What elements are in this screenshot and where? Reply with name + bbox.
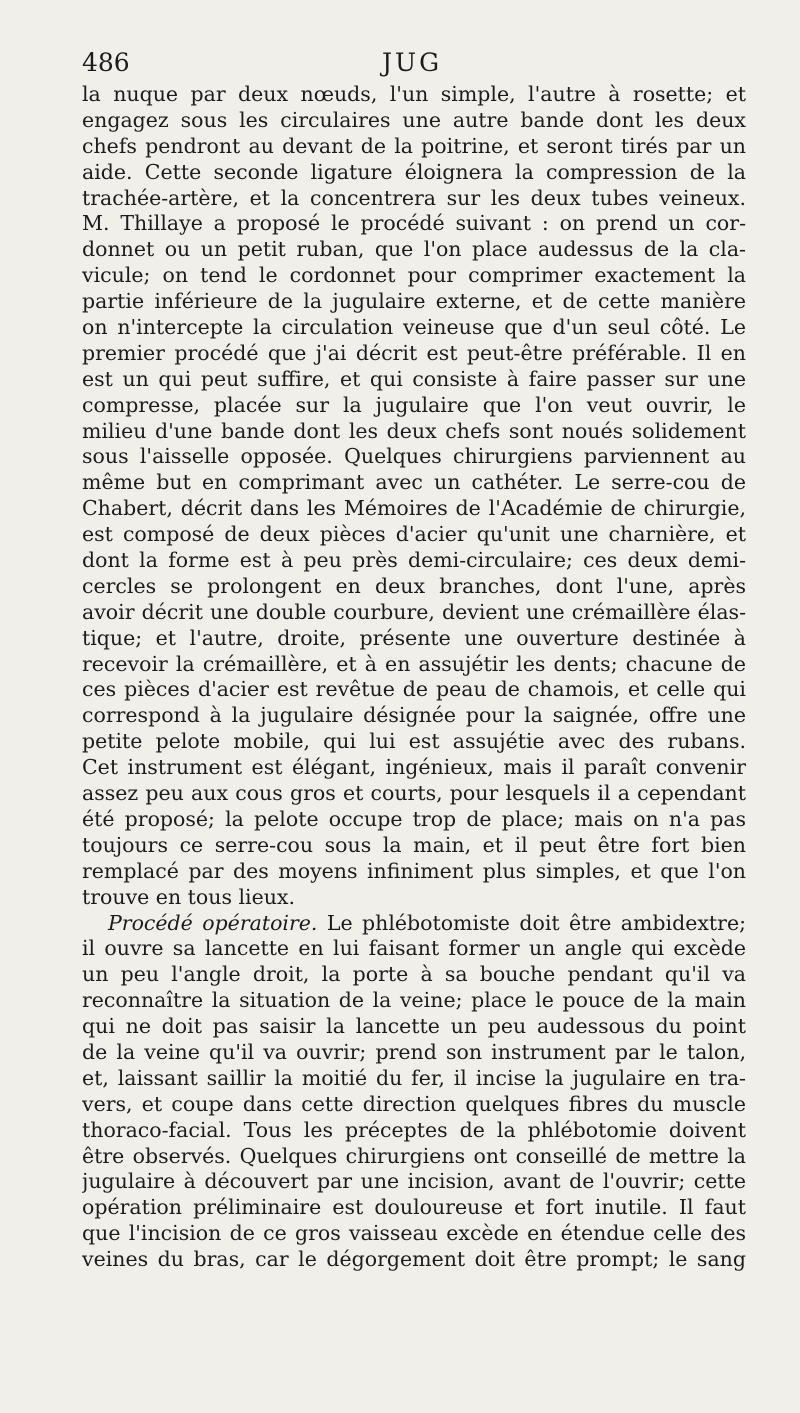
text-line: milieu d'une bande dont les deux chefs sont noués solidement: [82, 418, 746, 443]
text-line: trouve en tous lieux.: [82, 884, 296, 909]
text-line: petite pelote mobile, qui lui est assujétie avec des rubans.: [82, 729, 746, 754]
text-line: jugulaire à découvert par une incision, avant de l'ouvrir; cette: [82, 1169, 746, 1194]
text-line: opération préliminaire est douloureuse et fort inutile. Il faut: [82, 1195, 746, 1220]
text-line: recevoir la crémaillère, et à en assujétir les dents; chacune de: [82, 651, 746, 676]
text-line: [82, 911, 746, 937]
text-line: toujours ce serre-cou sous la main, et il peut être fort bien: [82, 832, 746, 857]
text-line: vicule; on tend le cordonnet pour comprimer exactement la: [82, 263, 746, 288]
text-line: donnet ou un petit ruban, que l'on place audessus de la cla-: [82, 237, 746, 262]
text-line: compresse, placée sur la jugulaire que l'on veut ouvrir, le: [82, 392, 746, 417]
text-line: avoir décrit une double courbure, devient une crémaillère élas-: [82, 599, 746, 624]
text-line: sous l'aisselle opposée. Quelques chirurgiens parviennent au: [82, 444, 746, 469]
text-line: partie inférieure de la jugulaire externe, et de cette manière: [82, 289, 746, 314]
body-text: [82, 82, 746, 1273]
text-line: est composé de deux pièces d'acier qu'unit une charnière, et: [82, 522, 746, 547]
paragraph-2: [82, 911, 746, 1273]
text-line: été proposé; la pelote occupe trop de place; mais on n'a pas: [82, 806, 746, 831]
text-line: trachée-artère, et la concentrera sur les deux tubes veineux.: [82, 185, 746, 210]
text-line: reconnaître la situation de la veine; place le pouce de la main: [82, 988, 746, 1013]
text-line: ces pièces d'acier est revêtue de peau de chamois, et celle qui: [82, 677, 746, 702]
page-number: 486: [82, 48, 130, 77]
text-line: il ouvre sa lancette en lui faisant former un angle qui excède: [82, 936, 746, 961]
text-line: Chabert, décrit dans les Mémoires de l'Académie de chirurgie,: [82, 496, 746, 521]
text-line: assez peu aux cous gros et courts, pour lesquels il a cependant: [82, 781, 746, 806]
page-header: [82, 48, 746, 82]
text-line: et, laissant saillir la moitié du fer, il incise la jugulaire en tra-: [82, 1065, 746, 1090]
text-line: que l'incision de ce gros vaisseau excède en étendue celle des: [82, 1221, 746, 1246]
text-line: vers, et coupe dans cette direction quelques fibres du muscle: [82, 1091, 746, 1116]
text-line: Cet instrument est élégant, ingénieux, mais il paraît convenir: [82, 755, 746, 780]
text-line: dont la forme est à peu près demi-circulaire; ces deux demi-: [82, 548, 746, 573]
running-head: JUG: [382, 48, 443, 77]
text-line: veines du bras, car le dégorgement doit être prompt; le sang: [82, 1247, 746, 1272]
paragraph-1: [82, 82, 746, 911]
text-line: un peu l'angle droit, la porte à sa bouche pendant qu'il va: [82, 962, 746, 987]
text-line: correspond à la jugulaire désignée pour la saignée, offre une: [82, 703, 746, 728]
text-line: cercles se prolongent en deux branches, dont l'une, après: [82, 573, 746, 598]
text-line: M. Thillaye a proposé le procédé suivant : on prend un cor-: [82, 211, 746, 236]
text-line: est un qui peut suffire, et qui consiste à faire passer sur une: [82, 366, 746, 391]
section-heading: Procédé opératoire.: [108, 910, 318, 935]
text-line: la nuque par deux nœuds, l'un simple, l'autre à rosette; et: [82, 82, 746, 106]
text-line: engagez sous les circulaires une autre bande dont les deux: [82, 107, 746, 132]
text-line: chefs pendront au devant de la poitrine, et seront tirés par un: [82, 133, 746, 158]
text-line: premier procédé que j'ai décrit est peut-être préférable. Il en: [82, 340, 746, 365]
text-line: être observés. Quelques chirurgiens ont conseillé de mettre la: [82, 1143, 746, 1168]
text-line: de la veine qu'il va ouvrir; prend son instrument par le talon,: [82, 1039, 746, 1064]
text-line: tique; et l'autre, droite, présente une ouverture destinée à: [82, 625, 746, 650]
text-line: aide. Cette seconde ligature éloignera la compression de la: [82, 159, 746, 184]
text-line: thoraco-facial. Tous les préceptes de la phlébotomie doivent: [82, 1117, 746, 1142]
text-line: remplacé par des moyens infiniment plus simples, et que l'on: [82, 858, 746, 883]
text-line: même but en comprimant avec un cathéter. Le serre-cou de: [82, 470, 746, 495]
text-line: on n'intercepte la circulation veineuse que d'un seul côté. Le: [82, 315, 746, 340]
text-fragment: Le phlébotomiste doit être ambidextre;: [317, 910, 746, 935]
text-line: qui ne doit pas saisir la lancette un peu audessous du point: [82, 1014, 746, 1039]
